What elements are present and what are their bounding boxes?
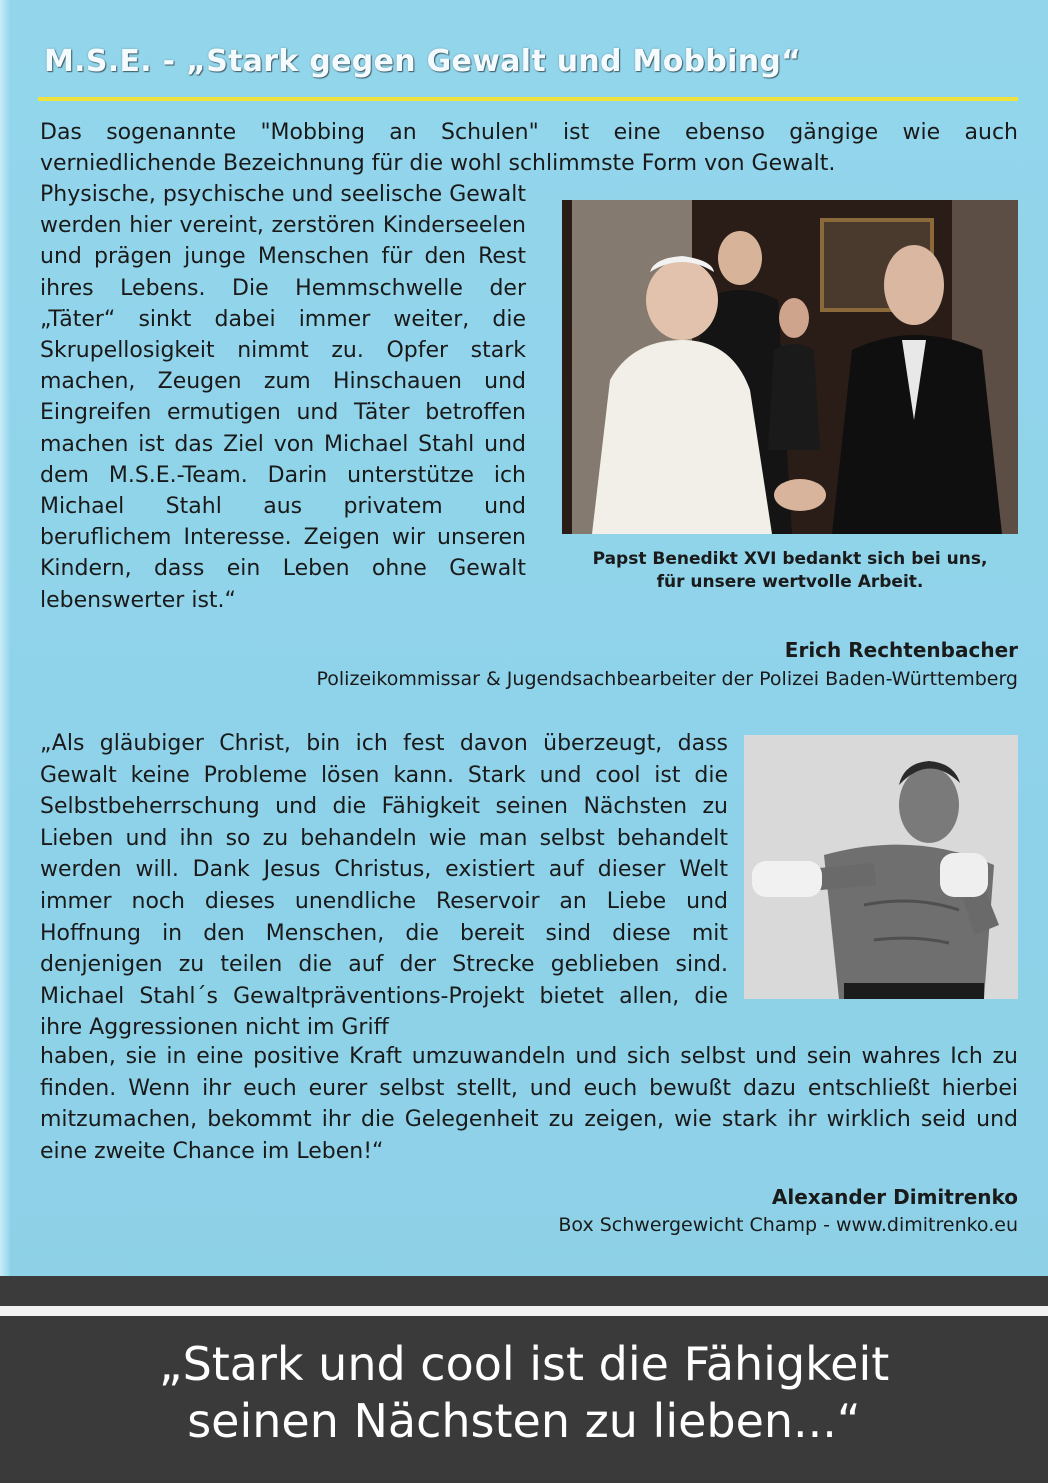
title-underline [38,97,1018,101]
pope-handshake-illustration [562,200,1018,534]
footer-band-top [0,1276,1048,1306]
footer-quote-line2: seinen Nächsten zu lieben...“ [187,1394,861,1448]
page-edge [0,0,10,1280]
boxer-photo [744,735,1018,999]
footer-quote [0,1336,1048,1450]
photo-caption [562,548,1018,594]
photo-caption-line2: für unsere wertvolle Arbeit. [656,572,924,592]
footer-divider [0,1306,1048,1316]
page-title: M.S.E. - „Stark gegen Gewalt und Mobbing“ [44,44,802,79]
author-name: Alexander Dimitrenko [771,1185,1018,1209]
section1-body-text: Physische, psychische und seelische Gewalt werden hier vereint, zerstören Kinderseelen und prägen junge Menschen für den Rest ihres Lebens. Die Hemmschwelle der „Täter“ sinkt dabei immer weiter, die Skrupellosigkeit nimmt zu. Opfer stark machen, Zeugen zum Hinschauen und Eingreifen ermutigen und Täter betroffen machen ist das Ziel von Michael Stahl und dem M.S.E.-Team. Darin unterstütze ich Michael Stahl aus privatem und beruflichem Interesse. Zeigen wir unseren Kindern, dass ein Leben ohne Gewalt lebenswerter ist.“ [40,182,526,613]
section1-intro-text: Das sogenannte "Mobbing an Schulen" ist eine ebenso gängige wie auch verniedlichende Bezeichnung für die wohl schlimmste Form von Gewalt. [40,120,1018,176]
pope-handshake-photo [562,200,1018,534]
photo-caption-line1: Papst Benedikt XVI bedankt sich bei uns, [592,549,988,569]
section2-body-text: „Als gläubiger Christ, bin ich fest davon überzeugt, dass Gewalt keine Probleme lösen kann. Stark und cool ist die Selbstbeherrschung und die Fähigkeit seinen Nächsten zu Lieben und ihn so zu behandeln wie man selbst behandelt werden will. Dank Jesus Christus, existiert auf dieser Welt immer noch dieses unendliche Reservoir an Liebe und Hoffnung in den Menschen, die bereit sind diese mit denjenigen zu teilen die auf der Strecke geblieben sind. Michael Stahl´s Gewaltpräventions-Projekt bietet allen, die ihre Aggressionen nicht im Griff [40,731,728,1041]
author-role: Polizeikommissar & Jugendsachbearbeiter der Polizei Baden-Württemberg [316,668,1018,690]
section2-continued-text: haben, sie in eine positive Kraft umzuwandeln und sich selbst und sein wahres Ich zu finden. Wenn ihr euch eurer selbst stellt, und euch bewußt dazu entschließt hierbei mitzumachen, bekommt ihr die Gelegenheit zu zeigen, wie stark ihr wirklich seid und eine zweite Chance im Leben!“ [40,1044,1018,1164]
author-role: Box Schwergewicht Champ - www.dimitrenko.eu [558,1214,1018,1236]
author-name: Erich Rechtenbacher [784,638,1018,662]
footer-quote-line1: „Stark und cool ist die Fähigkeit [158,1337,890,1391]
boxer-illustration [744,735,1018,999]
